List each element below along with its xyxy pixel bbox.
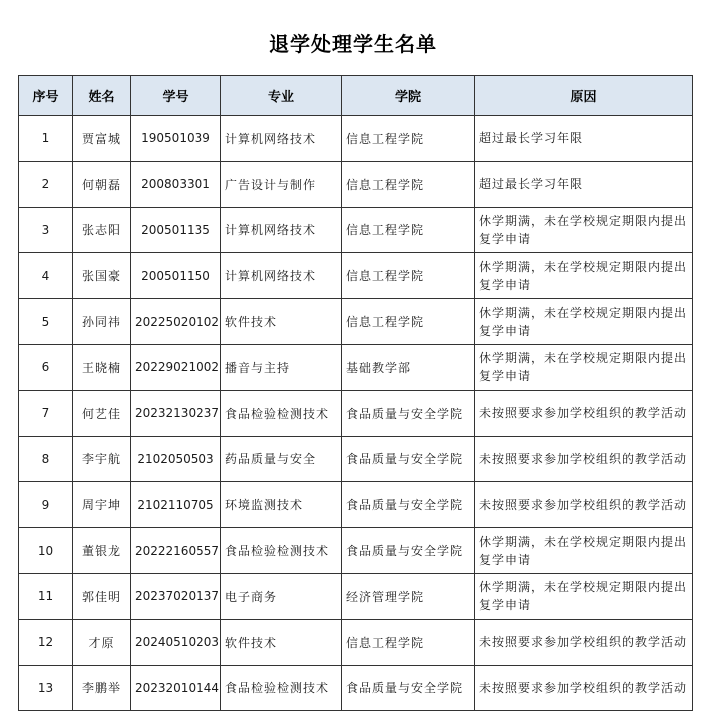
header-college: 学院: [342, 76, 475, 116]
cell-seq: 10: [19, 528, 73, 574]
cell-major: 环境监测技术: [221, 482, 342, 528]
header-name: 姓名: [73, 76, 131, 116]
cell-name: 张国豪: [73, 253, 131, 299]
table-row: [19, 207, 693, 253]
cell-reason: 未按照要求参加学校组织的教学活动: [475, 665, 693, 711]
cell-seq: 5: [19, 299, 73, 345]
table-row: [19, 253, 693, 299]
cell-college: 信息工程学院: [342, 207, 475, 253]
table-row: [19, 436, 693, 482]
cell-student-id: 20225020102: [131, 299, 221, 345]
cell-name: 才原: [73, 619, 131, 665]
cell-name: 贾富城: [73, 116, 131, 162]
cell-college: 食品质量与安全学院: [342, 665, 475, 711]
cell-student-id: 20237020137: [131, 573, 221, 619]
cell-college: 经济管理学院: [342, 573, 475, 619]
cell-major: 计算机网络技术: [221, 207, 342, 253]
cell-name: 何艺佳: [73, 390, 131, 436]
cell-college: 信息工程学院: [342, 161, 475, 207]
table-row: [19, 665, 693, 711]
cell-seq: 8: [19, 436, 73, 482]
cell-student-id: 200803301: [131, 161, 221, 207]
header-seq: 序号: [19, 76, 73, 116]
header-major: 专业: [221, 76, 342, 116]
cell-seq: 4: [19, 253, 73, 299]
cell-college: 食品质量与安全学院: [342, 482, 475, 528]
cell-college: 信息工程学院: [342, 619, 475, 665]
cell-student-id: 190501039: [131, 116, 221, 162]
cell-reason: 休学期满，未在学校规定期限内提出复学申请: [475, 299, 693, 345]
cell-name: 董银龙: [73, 528, 131, 574]
cell-major: 软件技术: [221, 619, 342, 665]
table-row: [19, 390, 693, 436]
cell-name: 郭佳明: [73, 573, 131, 619]
cell-college: 食品质量与安全学院: [342, 390, 475, 436]
cell-student-id: 2102110705: [131, 482, 221, 528]
table-row: [19, 573, 693, 619]
cell-major: 食品检验检测技术: [221, 528, 342, 574]
cell-seq: 6: [19, 344, 73, 390]
student-table: [18, 75, 693, 711]
cell-student-id: 2102050503: [131, 436, 221, 482]
cell-reason: 未按照要求参加学校组织的教学活动: [475, 436, 693, 482]
cell-major: 药品质量与安全: [221, 436, 342, 482]
table-row: [19, 619, 693, 665]
cell-name: 李宇航: [73, 436, 131, 482]
table-row: [19, 116, 693, 162]
cell-name: 张志阳: [73, 207, 131, 253]
header-reason: 原因: [475, 76, 693, 116]
cell-reason: 休学期满，未在学校规定期限内提出复学申请: [475, 528, 693, 574]
cell-reason: 休学期满，未在学校规定期限内提出复学申请: [475, 573, 693, 619]
cell-student-id: 20222160557: [131, 528, 221, 574]
cell-student-id: 200501135: [131, 207, 221, 253]
cell-student-id: 200501150: [131, 253, 221, 299]
cell-student-id: 20240510203: [131, 619, 221, 665]
cell-seq: 3: [19, 207, 73, 253]
table-row: [19, 299, 693, 345]
cell-college: 信息工程学院: [342, 299, 475, 345]
table-body: [19, 116, 693, 711]
cell-reason: 休学期满，未在学校规定期限内提出复学申请: [475, 344, 693, 390]
cell-major: 广告设计与制作: [221, 161, 342, 207]
header-student-id: 学号: [131, 76, 221, 116]
cell-college: 信息工程学院: [342, 116, 475, 162]
table-header-row: [19, 76, 693, 116]
cell-name: 周宇坤: [73, 482, 131, 528]
cell-name: 王晓楠: [73, 344, 131, 390]
cell-major: 电子商务: [221, 573, 342, 619]
cell-college: 基础教学部: [342, 344, 475, 390]
cell-major: 食品检验检测技术: [221, 665, 342, 711]
cell-name: 李鹏举: [73, 665, 131, 711]
page-title: 退学处理学生名单: [269, 32, 437, 56]
cell-student-id: 20232010144: [131, 665, 221, 711]
cell-college: 信息工程学院: [342, 253, 475, 299]
cell-name: 孙同祎: [73, 299, 131, 345]
cell-reason: 超过最长学习年限: [475, 116, 693, 162]
cell-student-id: 20232130237: [131, 390, 221, 436]
cell-reason: 休学期满，未在学校规定期限内提出复学申请: [475, 253, 693, 299]
table-row: [19, 528, 693, 574]
cell-seq: 12: [19, 619, 73, 665]
cell-seq: 7: [19, 390, 73, 436]
cell-seq: 1: [19, 116, 73, 162]
cell-seq: 13: [19, 665, 73, 711]
cell-college: 食品质量与安全学院: [342, 436, 475, 482]
cell-major: 计算机网络技术: [221, 116, 342, 162]
cell-reason: 未按照要求参加学校组织的教学活动: [475, 390, 693, 436]
table-row: [19, 161, 693, 207]
cell-seq: 11: [19, 573, 73, 619]
cell-college: 食品质量与安全学院: [342, 528, 475, 574]
cell-major: 计算机网络技术: [221, 253, 342, 299]
cell-major: 播音与主持: [221, 344, 342, 390]
cell-reason: 休学期满，未在学校规定期限内提出复学申请: [475, 207, 693, 253]
cell-major: 软件技术: [221, 299, 342, 345]
cell-seq: 9: [19, 482, 73, 528]
table-row: [19, 344, 693, 390]
cell-reason: 未按照要求参加学校组织的教学活动: [475, 619, 693, 665]
cell-seq: 2: [19, 161, 73, 207]
cell-major: 食品检验检测技术: [221, 390, 342, 436]
cell-name: 何朝磊: [73, 161, 131, 207]
table-row: [19, 482, 693, 528]
cell-reason: 未按照要求参加学校组织的教学活动: [475, 482, 693, 528]
cell-reason: 超过最长学习年限: [475, 161, 693, 207]
cell-student-id: 20229021002: [131, 344, 221, 390]
